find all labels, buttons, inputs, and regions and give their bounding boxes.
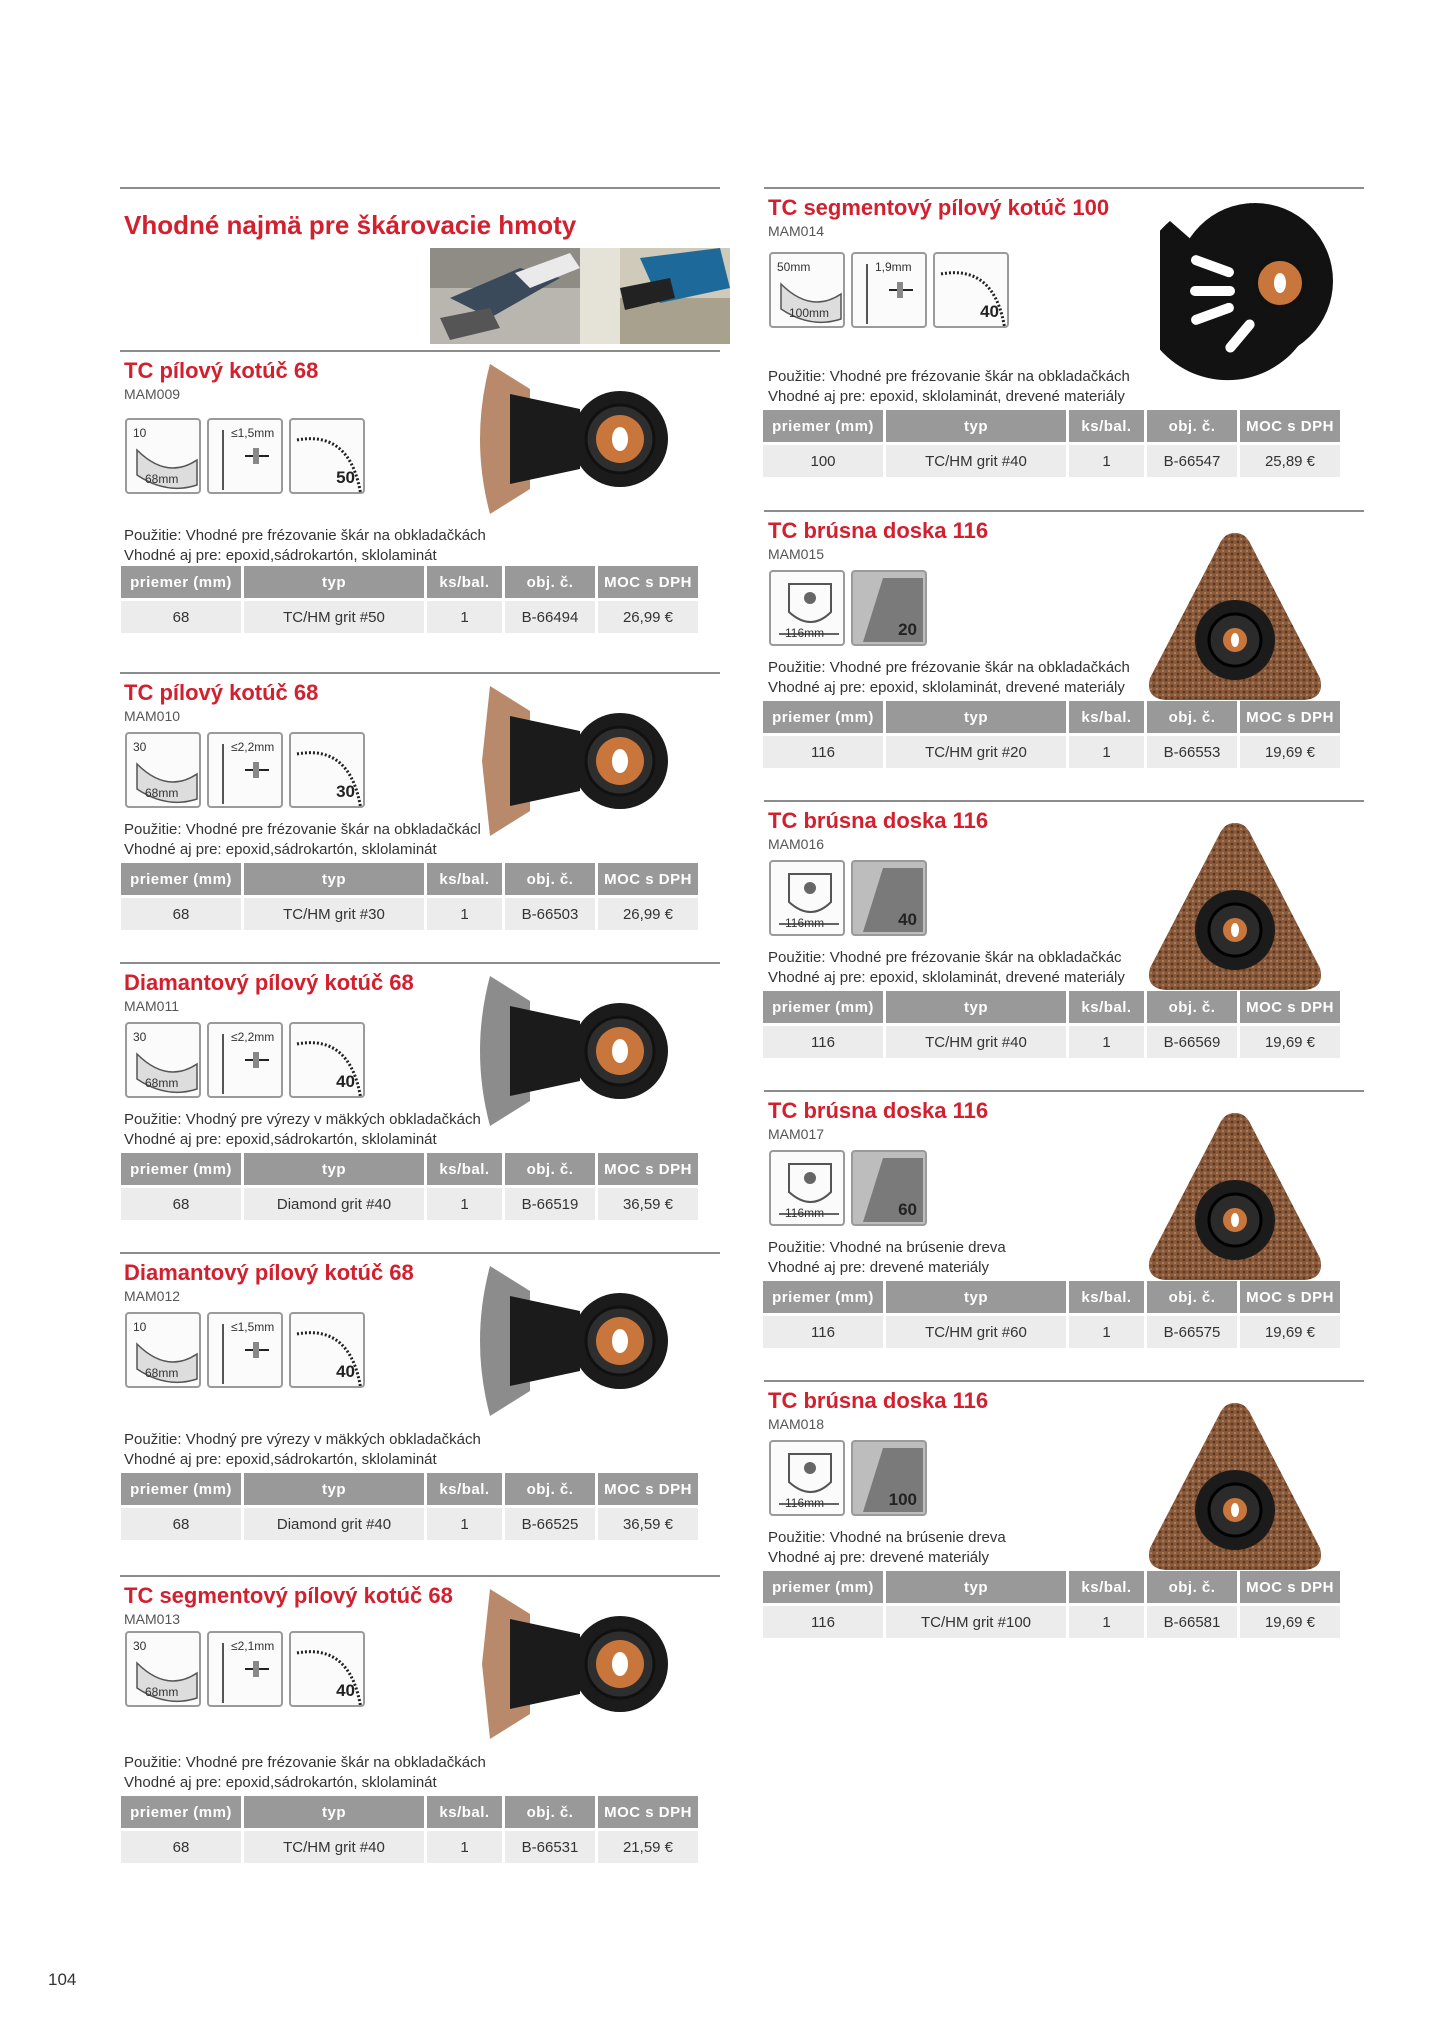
cell-diameter: 68 [121, 1831, 241, 1863]
width-label: 68mm [145, 1076, 179, 1090]
cell-type: TC/HM grit #60 [886, 1316, 1066, 1348]
spec-icons [769, 252, 1009, 328]
depth-label: 10 [133, 426, 147, 440]
usage-text: Použitie: Vhodné pre frézovanie škár na obkladačkách [768, 368, 1130, 385]
col-header-price: MOC s DPH [1240, 1281, 1340, 1313]
cell-pcs: 1 [427, 1831, 502, 1863]
cell-diameter: 68 [121, 1508, 241, 1540]
col-header-type: typ [244, 1473, 424, 1505]
page-number: 104 [48, 1970, 77, 1989]
table-row [763, 736, 1340, 768]
product-image [1160, 201, 1340, 386]
col-header-pcs: ks/bal. [427, 863, 502, 895]
col-header-order-no: obj. č. [505, 1473, 595, 1505]
col-header-price: MOC s DPH [598, 566, 698, 598]
col-header-price: MOC s DPH [1240, 1571, 1340, 1603]
size-icon [769, 1440, 845, 1516]
spec-table [118, 1150, 701, 1223]
spec-icons [769, 570, 927, 646]
size-label: 116mm [785, 1496, 825, 1510]
product-image [470, 354, 685, 529]
blade-size-icon [769, 252, 845, 328]
cell-price: 26,99 € [598, 898, 698, 930]
product-code: MAM015 [768, 546, 825, 562]
spec-table [760, 407, 1343, 480]
usage-photo-1 [430, 248, 580, 344]
size-icon [769, 860, 845, 936]
col-header-price: MOC s DPH [1240, 410, 1340, 442]
col-header-pcs: ks/bal. [1069, 1281, 1144, 1313]
spec-table [760, 1278, 1343, 1351]
table-row [763, 1316, 1340, 1348]
grit-label: 100 [888, 1490, 917, 1509]
cell-price: 19,69 € [1240, 1606, 1340, 1638]
col-header-type: typ [244, 1796, 424, 1828]
grit-label: 40 [336, 1362, 355, 1381]
spec-icons [125, 1022, 365, 1098]
kerf-label: 1,9mm [875, 260, 912, 274]
cell-pcs: 1 [1069, 1026, 1144, 1058]
product-title: Diamantový pílový kotúč 68 [124, 1260, 414, 1285]
col-header-price: MOC s DPH [598, 863, 698, 895]
col-header-diameter: priemer (mm) [121, 863, 241, 895]
col-header-type: typ [244, 863, 424, 895]
product-code: MAM016 [768, 836, 825, 852]
kerf-icon [207, 418, 283, 494]
usage-text: Použitie: Vhodné pre frézovanie škár na obkladačkác [768, 949, 1122, 966]
suitable-for-text: Vhodné aj pre: drevené materiály [768, 1549, 989, 1566]
col-header-order-no: obj. č. [505, 1796, 595, 1828]
cell-order-no: B-66553 [1147, 736, 1237, 768]
col-header-type: typ [886, 701, 1066, 733]
blade-size-icon [125, 732, 201, 808]
col-header-diameter: priemer (mm) [763, 1281, 883, 1313]
col-header-order-no: obj. č. [505, 566, 595, 598]
cell-price: 25,89 € [1240, 445, 1340, 477]
section-rule [120, 187, 720, 189]
col-header-order-no: obj. č. [1147, 991, 1237, 1023]
kerf-icon [207, 1312, 283, 1388]
spec-icons [769, 1150, 927, 1226]
table-row [121, 1831, 698, 1863]
cell-diameter: 68 [121, 1188, 241, 1220]
cell-price: 19,69 € [1240, 736, 1340, 768]
col-header-diameter: priemer (mm) [763, 701, 883, 733]
cell-type: TC/HM grit #40 [886, 445, 1066, 477]
suitable-for-text: Vhodné aj pre: epoxid, sklolaminát, drevené materiály [768, 388, 1125, 405]
col-header-diameter: priemer (mm) [121, 1473, 241, 1505]
grit-icon [851, 860, 927, 936]
cell-order-no: B-66547 [1147, 445, 1237, 477]
suitable-for-text: Vhodné aj pre: epoxid,sádrokartón, sklolaminát [124, 841, 437, 858]
product-code: MAM012 [124, 1288, 181, 1304]
col-header-type: typ [886, 1571, 1066, 1603]
spec-icons [125, 418, 365, 494]
product-code: MAM011 [124, 998, 179, 1014]
col-header-price: MOC s DPH [598, 1473, 698, 1505]
table-row [121, 898, 698, 930]
cell-price: 26,99 € [598, 601, 698, 633]
col-header-diameter: priemer (mm) [763, 991, 883, 1023]
section-rule [764, 1380, 1364, 1382]
spec-table [118, 563, 701, 636]
col-header-pcs: ks/bal. [427, 1153, 502, 1185]
width-label: 68mm [145, 472, 179, 486]
kerf-label: ≤2,2mm [231, 740, 275, 754]
cell-order-no: B-66525 [505, 1508, 595, 1540]
spec-icons [769, 860, 927, 936]
product-code: MAM018 [768, 1416, 825, 1432]
col-header-order-no: obj. č. [1147, 1571, 1237, 1603]
cell-diameter: 116 [763, 1026, 883, 1058]
product-image [1140, 1108, 1330, 1293]
col-header-pcs: ks/bal. [427, 1796, 502, 1828]
blade-size-icon [125, 1312, 201, 1388]
product-title: TC segmentový pílový kotúč 100 [768, 195, 1110, 220]
product-image [470, 1579, 685, 1754]
product-code: MAM013 [124, 1611, 181, 1627]
suitable-for-text: Vhodné aj pre: epoxid,sádrokartón, sklolaminát [124, 1451, 437, 1468]
grit-label: 40 [336, 1681, 355, 1700]
cell-price: 21,59 € [598, 1831, 698, 1863]
col-header-diameter: priemer (mm) [121, 566, 241, 598]
grit-label: 20 [898, 620, 917, 639]
grit-label: 30 [336, 782, 355, 801]
col-header-pcs: ks/bal. [427, 1473, 502, 1505]
cell-diameter: 68 [121, 898, 241, 930]
spec-table [760, 988, 1343, 1061]
usage-text: Použitie: Vhodné pre frézovanie škár na obkladačkácl [124, 821, 481, 838]
col-header-type: typ [886, 991, 1066, 1023]
cell-type: Diamond grit #40 [244, 1188, 424, 1220]
product-image [470, 966, 685, 1141]
suitable-for-text: Vhodné aj pre: epoxid, sklolaminát, drevené materiály [768, 679, 1125, 696]
usage-text: Použitie: Vhodné na brúsenie dreva [768, 1529, 1006, 1546]
product-image [470, 1256, 685, 1431]
cell-order-no: B-66494 [505, 601, 595, 633]
kerf-icon [207, 1631, 283, 1707]
grit-label: 40 [336, 1072, 355, 1091]
usage-text: Použitie: Vhodný pre výrezy v mäkkých obkladačkách [124, 1431, 481, 1448]
usage-text: Použitie: Vhodný pre výrezy v mäkkých obkladačkách [124, 1111, 481, 1128]
width-label: 68mm [145, 1366, 179, 1380]
kerf-label: ≤2,2mm [231, 1030, 275, 1044]
col-header-order-no: obj. č. [505, 1153, 595, 1185]
intro-title: Vhodné najmä pre škárovacie hmoty [124, 210, 577, 240]
col-header-type: typ [886, 410, 1066, 442]
col-header-price: MOC s DPH [1240, 991, 1340, 1023]
cell-order-no: B-66569 [1147, 1026, 1237, 1058]
section-rule [120, 350, 720, 352]
grit-label: 50 [336, 468, 355, 487]
product-title: TC pílový kotúč 68 [124, 358, 319, 383]
product-image [1140, 528, 1330, 713]
section-rule [764, 1090, 1364, 1092]
product-code: MAM014 [768, 223, 825, 239]
product-image [1140, 1398, 1330, 1583]
cell-diameter: 68 [121, 601, 241, 633]
depth-label: 50mm [777, 260, 811, 274]
product-image [470, 676, 685, 851]
product-title: TC brúsna doska 116 [768, 1388, 989, 1413]
width-label: 68mm [145, 786, 179, 800]
suitable-for-text: Vhodné aj pre: epoxid,sádrokartón, sklolaminát [124, 1774, 437, 1791]
kerf-icon [207, 1022, 283, 1098]
size-icon [769, 570, 845, 646]
grit-label: 40 [980, 302, 999, 321]
cell-type: TC/HM grit #100 [886, 1606, 1066, 1638]
col-header-diameter: priemer (mm) [121, 1796, 241, 1828]
cell-diameter: 100 [763, 445, 883, 477]
blade-size-icon [125, 1022, 201, 1098]
cell-price: 36,59 € [598, 1188, 698, 1220]
cell-type: Diamond grit #40 [244, 1508, 424, 1540]
usage-photo-2 [580, 248, 730, 344]
cell-diameter: 116 [763, 736, 883, 768]
cell-pcs: 1 [427, 1508, 502, 1540]
cell-pcs: 1 [1069, 1606, 1144, 1638]
tooth-icon [933, 252, 1009, 328]
kerf-label: ≤2,1mm [231, 1639, 275, 1653]
col-header-type: typ [886, 1281, 1066, 1313]
spec-table [760, 698, 1343, 771]
section-rule [764, 187, 1364, 189]
cell-price: 36,59 € [598, 1508, 698, 1540]
product-code: MAM009 [124, 386, 181, 402]
depth-label: 30 [133, 740, 147, 754]
size-label: 116mm [785, 916, 825, 930]
grit-icon [851, 1440, 927, 1516]
section-rule [764, 510, 1364, 512]
spec-table [118, 860, 701, 933]
cell-order-no: B-66575 [1147, 1316, 1237, 1348]
usage-text: Použitie: Vhodné na brúsenie dreva [768, 1239, 1006, 1256]
col-header-diameter: priemer (mm) [763, 410, 883, 442]
col-header-pcs: ks/bal. [1069, 410, 1144, 442]
kerf-label: ≤1,5mm [231, 1320, 275, 1334]
usage-text: Použitie: Vhodné pre frézovanie škár na obkladačkách [124, 527, 486, 544]
col-header-diameter: priemer (mm) [121, 1153, 241, 1185]
table-row [121, 601, 698, 633]
suitable-for-text: Vhodné aj pre: epoxid,sádrokartón, sklolaminát [124, 1131, 437, 1148]
tooth-icon [289, 418, 365, 494]
product-code: MAM010 [124, 708, 181, 724]
spec-table [760, 1568, 1343, 1641]
product-title: TC brúsna doska 116 [768, 1098, 989, 1123]
section-rule [120, 1252, 720, 1254]
blade-size-icon [125, 418, 201, 494]
usage-text: Použitie: Vhodné pre frézovanie škár na obkladačkách [124, 1754, 486, 1771]
size-icon [769, 1150, 845, 1226]
product-title: TC brúsna doska 116 [768, 518, 989, 543]
cell-pcs: 1 [427, 601, 502, 633]
grit-label: 60 [898, 1200, 917, 1219]
col-header-order-no: obj. č. [1147, 410, 1237, 442]
tooth-icon [289, 1022, 365, 1098]
width-label: 68mm [145, 1685, 179, 1699]
suitable-for-text: Vhodné aj pre: drevené materiály [768, 1259, 989, 1276]
col-header-pcs: ks/bal. [1069, 991, 1144, 1023]
size-label: 116mm [785, 626, 825, 640]
cell-pcs: 1 [427, 898, 502, 930]
product-image [1140, 818, 1330, 1003]
table-row [121, 1188, 698, 1220]
cell-pcs: 1 [1069, 1316, 1144, 1348]
col-header-pcs: ks/bal. [1069, 1571, 1144, 1603]
grit-icon [851, 570, 927, 646]
tooth-icon [289, 732, 365, 808]
grit-icon [851, 1150, 927, 1226]
cell-diameter: 116 [763, 1606, 883, 1638]
tooth-icon [289, 1312, 365, 1388]
col-header-type: typ [244, 1153, 424, 1185]
col-header-price: MOC s DPH [598, 1796, 698, 1828]
col-header-diameter: priemer (mm) [763, 1571, 883, 1603]
kerf-label: ≤1,5mm [231, 426, 275, 440]
table-row [763, 445, 1340, 477]
cell-order-no: B-66519 [505, 1188, 595, 1220]
col-header-order-no: obj. č. [505, 863, 595, 895]
cell-type: TC/HM grit #40 [244, 1831, 424, 1863]
blade-size-icon [125, 1631, 201, 1707]
section-rule [764, 800, 1364, 802]
cell-type: TC/HM grit #50 [244, 601, 424, 633]
cell-price: 19,69 € [1240, 1316, 1340, 1348]
col-header-price: MOC s DPH [598, 1153, 698, 1185]
suitable-for-text: Vhodné aj pre: epoxid,sádrokartón, sklolaminát [124, 547, 437, 564]
grit-label: 40 [898, 910, 917, 929]
spec-table [118, 1470, 701, 1543]
cell-order-no: B-66503 [505, 898, 595, 930]
product-title: TC brúsna doska 116 [768, 808, 989, 833]
cell-pcs: 1 [1069, 736, 1144, 768]
section-rule [120, 672, 720, 674]
width-label: 100mm [789, 306, 830, 320]
cell-type: TC/HM grit #20 [886, 736, 1066, 768]
cell-diameter: 116 [763, 1316, 883, 1348]
tooth-icon [289, 1631, 365, 1707]
kerf-icon [207, 732, 283, 808]
size-label: 116mm [785, 1206, 825, 1220]
table-row [121, 1508, 698, 1540]
usage-text: Použitie: Vhodné pre frézovanie škár na obkladačkách [768, 659, 1130, 676]
cell-order-no: B-66531 [505, 1831, 595, 1863]
col-header-pcs: ks/bal. [1069, 701, 1144, 733]
col-header-type: typ [244, 566, 424, 598]
product-code: MAM017 [768, 1126, 825, 1142]
col-header-price: MOC s DPH [1240, 701, 1340, 733]
product-title: TC pílový kotúč 68 [124, 680, 319, 705]
product-title: Diamantový pílový kotúč 68 [124, 970, 414, 995]
col-header-pcs: ks/bal. [427, 566, 502, 598]
cell-type: TC/HM grit #40 [886, 1026, 1066, 1058]
cell-type: TC/HM grit #30 [244, 898, 424, 930]
spec-icons [125, 1312, 365, 1388]
spec-icons [125, 732, 365, 808]
cell-order-no: B-66581 [1147, 1606, 1237, 1638]
section-rule [120, 1575, 720, 1577]
product-title: TC segmentový pílový kotúč 68 [124, 1583, 453, 1608]
depth-label: 10 [133, 1320, 147, 1334]
cell-pcs: 1 [1069, 445, 1144, 477]
col-header-order-no: obj. č. [1147, 701, 1237, 733]
kerf-icon [851, 252, 927, 328]
col-header-order-no: obj. č. [1147, 1281, 1237, 1313]
cell-pcs: 1 [427, 1188, 502, 1220]
table-row [763, 1606, 1340, 1638]
cell-price: 19,69 € [1240, 1026, 1340, 1058]
spec-table [118, 1793, 701, 1866]
depth-label: 30 [133, 1030, 147, 1044]
spec-icons [125, 1631, 365, 1707]
suitable-for-text: Vhodné aj pre: epoxid, sklolaminát, drevené materiály [768, 969, 1125, 986]
spec-icons [769, 1440, 927, 1516]
table-row [763, 1026, 1340, 1058]
section-rule [120, 962, 720, 964]
depth-label: 30 [133, 1639, 147, 1653]
